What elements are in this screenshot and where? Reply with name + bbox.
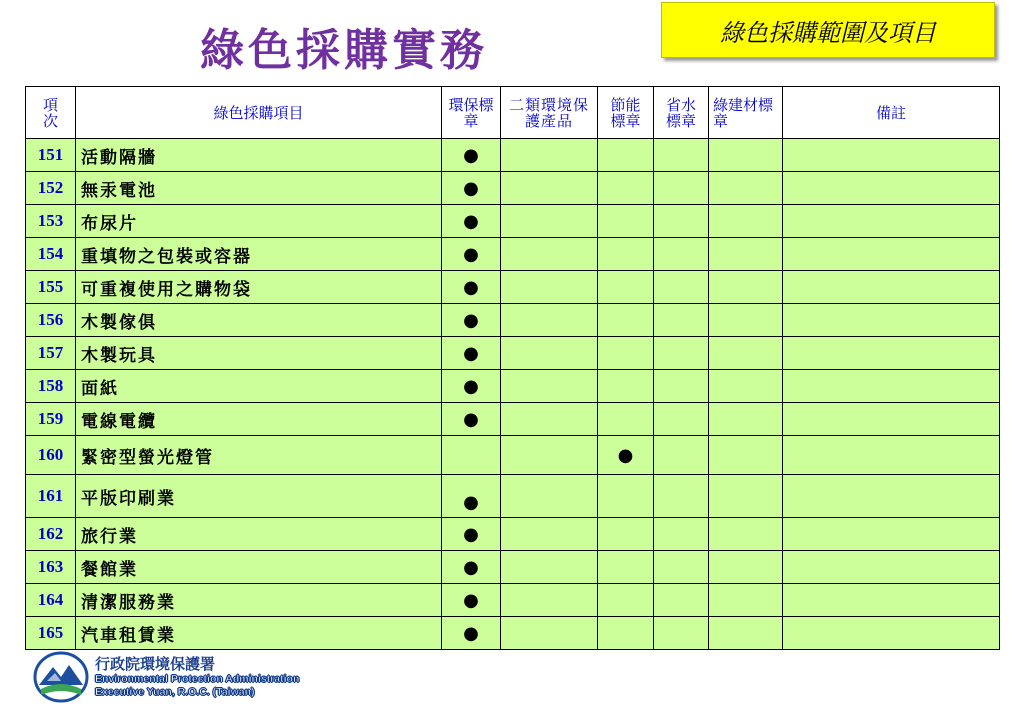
cell-building — [709, 584, 783, 617]
cell-remarks — [783, 205, 1000, 238]
cell-eco: ● — [442, 551, 501, 584]
cell-remarks — [783, 403, 1000, 436]
cell-energy — [598, 403, 654, 436]
cell-class2 — [501, 584, 598, 617]
row-item-name: 布尿片 — [76, 205, 442, 238]
table-row — [26, 271, 1000, 304]
cell-energy — [598, 172, 654, 205]
row-number: 163 — [26, 551, 76, 584]
row-item-name: 汽車租賃業 — [76, 617, 442, 650]
cell-eco: ● — [442, 238, 501, 271]
cell-building — [709, 475, 783, 518]
cell-class2 — [501, 518, 598, 551]
cell-energy — [598, 475, 654, 518]
row-item-name: 木製玩具 — [76, 337, 442, 370]
cell-eco: ● — [442, 518, 501, 551]
row-number: 161 — [26, 475, 76, 518]
row-number: 156 — [26, 304, 76, 337]
row-item-name: 電線電纜 — [76, 403, 442, 436]
epa-name-cn: 行政院環境保護署 — [95, 655, 216, 673]
header-water-label: 省水標章 — [654, 87, 709, 139]
cell-remarks — [783, 617, 1000, 650]
cell-energy — [598, 518, 654, 551]
row-number: 162 — [26, 518, 76, 551]
cell-energy — [598, 205, 654, 238]
cell-water — [654, 475, 709, 518]
cell-remarks — [783, 139, 1000, 172]
cell-class2 — [501, 304, 598, 337]
cell-water — [654, 304, 709, 337]
cell-water — [654, 139, 709, 172]
cell-class2 — [501, 172, 598, 205]
cell-class2 — [501, 403, 598, 436]
table-row — [26, 205, 1000, 238]
cell-eco: ● — [442, 271, 501, 304]
cell-remarks — [783, 518, 1000, 551]
table-row — [26, 139, 1000, 172]
row-item-name: 旅行業 — [76, 518, 442, 551]
cell-class2 — [501, 205, 598, 238]
cell-water — [654, 518, 709, 551]
table-row — [26, 617, 1000, 650]
cell-eco: ● — [442, 584, 501, 617]
cell-remarks — [783, 436, 1000, 475]
cell-energy — [598, 304, 654, 337]
cell-energy — [598, 551, 654, 584]
cell-water — [654, 337, 709, 370]
cell-water — [654, 172, 709, 205]
cell-building — [709, 337, 783, 370]
cell-class2 — [501, 551, 598, 584]
header-item: 綠色採購項目 — [76, 87, 442, 139]
row-item-name: 平版印刷業 — [76, 475, 442, 518]
cell-energy — [598, 139, 654, 172]
cell-building — [709, 139, 783, 172]
cell-building — [709, 617, 783, 650]
row-item-name: 重填物之包裝或容器 — [76, 238, 442, 271]
cell-class2 — [501, 436, 598, 475]
table-row — [26, 172, 1000, 205]
table-row — [26, 370, 1000, 403]
row-number: 165 — [26, 617, 76, 650]
green-procurement-table — [25, 86, 1000, 650]
row-item-name: 木製傢俱 — [76, 304, 442, 337]
cell-building — [709, 205, 783, 238]
cell-class2 — [501, 139, 598, 172]
cell-eco — [442, 436, 501, 475]
cell-energy — [598, 271, 654, 304]
cell-remarks — [783, 172, 1000, 205]
cell-remarks — [783, 370, 1000, 403]
cell-eco: ● — [442, 403, 501, 436]
table-row — [26, 337, 1000, 370]
table-row — [26, 475, 1000, 518]
table-row — [26, 403, 1000, 436]
cell-building — [709, 271, 783, 304]
row-item-name: 面紙 — [76, 370, 442, 403]
section-tag: 綠色採購範圍及項目 — [661, 2, 995, 58]
cell-water — [654, 551, 709, 584]
cell-eco: ● — [442, 475, 501, 518]
cell-building — [709, 436, 783, 475]
cell-water — [654, 584, 709, 617]
epa-name-en-sub: Executive Yuan, R.O.C. (Taiwan) — [95, 686, 255, 698]
cell-remarks — [783, 238, 1000, 271]
header-eco-label: 環保標章 — [442, 87, 501, 139]
cell-class2 — [501, 370, 598, 403]
cell-building — [709, 238, 783, 271]
row-item-name: 緊密型螢光燈管 — [76, 436, 442, 475]
cell-water — [654, 271, 709, 304]
row-item-name: 無汞電池 — [76, 172, 442, 205]
table-row — [26, 518, 1000, 551]
cell-eco: ● — [442, 205, 501, 238]
cell-energy — [598, 337, 654, 370]
cell-water — [654, 403, 709, 436]
row-number: 159 — [26, 403, 76, 436]
row-item-name: 活動隔牆 — [76, 139, 442, 172]
row-item-name: 餐館業 — [76, 551, 442, 584]
row-number: 158 — [26, 370, 76, 403]
cell-energy — [598, 370, 654, 403]
cell-eco: ● — [442, 617, 501, 650]
epa-mountain-logo-icon — [33, 651, 89, 703]
cell-remarks — [783, 475, 1000, 518]
row-number: 155 — [26, 271, 76, 304]
cell-eco: ● — [442, 337, 501, 370]
table-row — [26, 584, 1000, 617]
table-row — [26, 238, 1000, 271]
cell-class2 — [501, 617, 598, 650]
cell-building — [709, 370, 783, 403]
cell-class2 — [501, 271, 598, 304]
cell-building — [709, 304, 783, 337]
cell-remarks — [783, 551, 1000, 584]
table-row — [26, 436, 1000, 475]
cell-building — [709, 172, 783, 205]
cell-class2 — [501, 238, 598, 271]
row-number: 152 — [26, 172, 76, 205]
cell-remarks — [783, 337, 1000, 370]
header-no: 項次 — [26, 87, 76, 139]
page-title: 綠色採購實務 — [200, 25, 488, 76]
cell-eco: ● — [442, 172, 501, 205]
cell-eco: ● — [442, 139, 501, 172]
row-number: 151 — [26, 139, 76, 172]
table-row — [26, 551, 1000, 584]
row-number: 160 — [26, 436, 76, 475]
cell-eco: ● — [442, 370, 501, 403]
cell-remarks — [783, 271, 1000, 304]
cell-building — [709, 551, 783, 584]
row-number: 154 — [26, 238, 76, 271]
cell-remarks — [783, 584, 1000, 617]
epa-logo — [33, 651, 333, 705]
cell-energy — [598, 617, 654, 650]
row-item-name: 清潔服務業 — [76, 584, 442, 617]
epa-name-en: Environmental Protection Administration — [95, 673, 300, 685]
cell-energy: ● — [598, 436, 654, 475]
row-number: 153 — [26, 205, 76, 238]
cell-class2 — [501, 475, 598, 518]
cell-building — [709, 518, 783, 551]
cell-remarks — [783, 304, 1000, 337]
cell-building — [709, 403, 783, 436]
cell-energy — [598, 584, 654, 617]
table-header-row — [26, 87, 1000, 139]
row-item-name: 可重複使用之購物袋 — [76, 271, 442, 304]
cell-energy — [598, 238, 654, 271]
header-energy-label: 節能標章 — [598, 87, 654, 139]
header-building-label: 綠建材標章 — [709, 87, 783, 139]
row-number: 164 — [26, 584, 76, 617]
cell-class2 — [501, 337, 598, 370]
cell-water — [654, 617, 709, 650]
cell-water — [654, 238, 709, 271]
row-number: 157 — [26, 337, 76, 370]
cell-water — [654, 370, 709, 403]
cell-water — [654, 436, 709, 475]
cell-eco: ● — [442, 304, 501, 337]
cell-water — [654, 205, 709, 238]
header-remarks: 備註 — [783, 87, 1000, 139]
table-row — [26, 304, 1000, 337]
header-class2-label: 二類環境保護產品 — [501, 87, 598, 139]
